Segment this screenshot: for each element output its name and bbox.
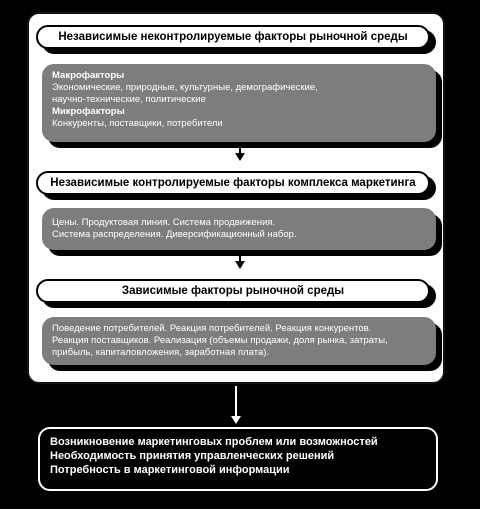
body-line: Реакция поставщиков. Реализация (объемы продажи, доля рынка, затраты,: [52, 335, 388, 346]
micro-line: Конкуренты, поставщики, потребители: [52, 118, 223, 129]
outcome-line: Необходимость принятия управленческих решений: [50, 450, 335, 462]
controllable-factors-title: Независимые контролируемые факторы комплекса маркетинга: [36, 171, 430, 195]
uncontrollable-factors-body: [42, 64, 436, 142]
micro-heading: Микрофакторы: [52, 106, 125, 117]
macro-line: научно-технические, политические: [52, 94, 206, 105]
outcomes-box: [38, 427, 438, 491]
controllable-factors-body: [42, 208, 436, 250]
macro-heading: Макрофакторы: [52, 70, 125, 81]
outcome-line: Потребность в маркетинговой информации: [50, 464, 290, 476]
body-line: прибыль, капиталовложения, заработная плата).: [52, 347, 270, 358]
dependent-factors-body: [42, 317, 436, 365]
uncontrollable-factors-title: Независимые неконтролируемые факторы рыночной среды: [36, 25, 430, 49]
outcome-line: Возникновение маркетинговых проблем или возможностей: [50, 436, 378, 448]
macro-line: Экономические, природные, культурные, демографические,: [52, 82, 318, 93]
body-line: Цены. Продуктовая линия. Система продвижения.: [52, 217, 276, 228]
body-line: Поведение потребителей. Реакция потребителей. Реакция конкурентов.: [52, 323, 372, 334]
dependent-factors-title: Зависимые факторы рыночной среды: [36, 279, 430, 303]
body-line: Система распределения. Диверсификационный набор.: [52, 229, 297, 240]
